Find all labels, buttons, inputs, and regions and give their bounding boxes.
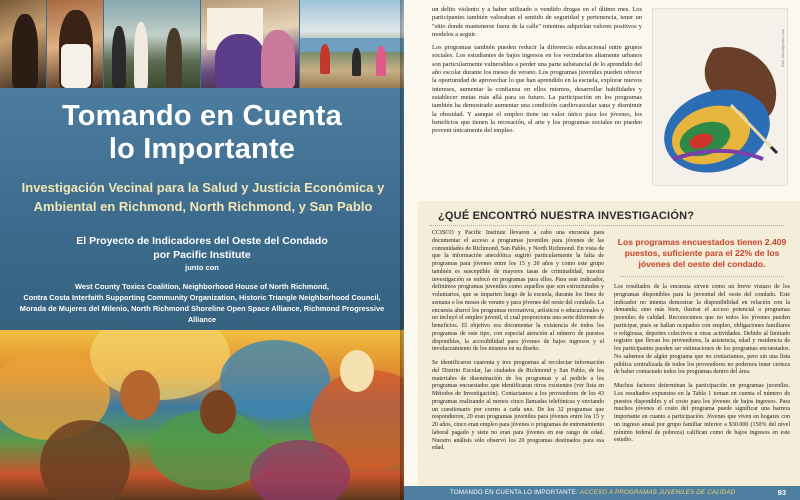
- pull-quote-divider: [620, 276, 784, 277]
- intro-paragraph-1: un delito violento y a haber utilizado o vendido drogas en el último mes. Los participantes también valoraban el sentido de seguridad y pertenencia, tener un "sitio donde mantenerse fuera de la calle" mientras adquirían valores positivos y modelos a seguir.: [432, 6, 642, 38]
- pull-quote: Los programas encuestados tienen 2.409 puestos, suficiente para el 22% de los jóvenes del oeste del condado.: [617, 237, 787, 269]
- photo-boy-smiling: [47, 0, 103, 88]
- project-line2: por Pacific Institute: [153, 249, 251, 261]
- main-title-line1: Tomando en Cuenta: [62, 100, 342, 132]
- photo-woman-portrait: [0, 0, 46, 88]
- photo-credit: foto: istockphoto.com: [780, 29, 785, 67]
- project-credit: [20, 234, 384, 273]
- partner-list: [8, 281, 396, 325]
- findings-paragraph-1: CCISCO y Pacific Institute llevaron a cabo una encuesta para documentar el acceso a programas juveniles para jóvenes de las comunidades de Richmond, San Pablo, y North Richmond. En vista de que la información anecdótica sugirió particularmente la falta de programas para jóvenes entre los 15 y 20 años y como este grupo también es susceptible de mayores tasas de criminalidad, nuestra investigación se enfocó en programas para ellos. Para este indicador, definimos programas juveniles como aquellos que son estructurados y voluntarios, que se imparten luego de la escuela, durante los fines de semana o los meses de verano y para jóvenes del oeste del condado. La encuesta abarcó los programas recreativos, artísticos o educacionales y no incluyó el empleo juvenil, el cual proporciona una serie diferente de beneficios. El objetivo era documentar la existencia de todos los programas de este tipo, con especial atención al número de puestos disponibles, la accesibilidad para jóvenes de bajos ingresos y el involucramiento de los mismos en su diseño.: [432, 230, 604, 353]
- photo-shoreline: [300, 0, 404, 88]
- painting-hand-illustration: [653, 9, 788, 186]
- findings-left-column: [432, 230, 604, 459]
- photo-people-outdoors: [104, 0, 200, 88]
- findings-paragraph-4: Muchos factores determinan la participación en programas juveniles. Los resultados expuestos en la Tabla 1 toman en cuenta el número de puestos disponibles y el costo para los jóvenes de bajos ingresos. Para muchos jóvenes el costo del programa puede significar una barrera importante en cuanto a participación. Jóvenes que viven en hogares con un ingreso anual por grupo familiar inferior a $30.000 (150% del nivel mínimo federal de pobreza) califican como de bajos ingresos en este estudio.: [614, 383, 790, 444]
- footer-title: TOMANDO EN CUENTA LO IMPORTANTE:: [450, 489, 580, 496]
- painting-hand-photo: [652, 8, 788, 186]
- main-title-line2: lo Importante: [108, 133, 296, 165]
- findings-right-column: [614, 284, 790, 451]
- partners-line2: Contra Costa Interfaith Supporting Community Organization, Historic Triangle Neighborhood Council,: [23, 293, 381, 302]
- partners-line1: West County Toxics Coalition, Neighborhood House of North Richmond,: [75, 282, 329, 291]
- main-title: [0, 100, 404, 166]
- mural-artwork: [0, 330, 404, 500]
- section-title: ¿QUÉ ENCONTRÓ NUESTRA INVESTIGACIÓN?: [438, 210, 695, 222]
- findings-paragraph-3: Los resultados de la encuesta sirven como un breve vistazo de los programas disponibles para la juventud del oeste del condado. Este indicador no intenta demostrar la disponibilidad en relación con la demanda; sino más bien, ilustrar el acceso potencial a programas juveniles de calidad. Reconocemos que no todos los jóvenes pueden participar, pues se hallan ocupados con empleo, obligaciones familiares o religiosas, deportes colectivos u otras actividades. Debido al limitado registro que llevan los proveedores, la asistencia, edad y residencia de los participantes pueden ser estimaciones de los programas encuestados. No sabemos de algún programa que no contactamos, pero sin una lista pública centralizada de todos los proveedores no podemos tener certeza de haber contactado todos los programas dentro del área.: [614, 284, 790, 376]
- project-junto: junto con: [185, 263, 219, 272]
- photo-classroom: [201, 0, 299, 88]
- subtitle: Investigación Vecinal para la Salud y Justicia Económica y Ambiental en Richmond, North Richmond, y San Pablo: [21, 180, 385, 214]
- right-page: [404, 0, 800, 500]
- intro-paragraph-2: Los programas también pueden reducir la diferencia educacional entre grupos sociales. Los estudiantes de bajos ingresos en los vecindarios altamente urbanos son particularmente vulnerables a perder una parte substancial de lo aprendido del año escolar durante los meses de verano. Los programas juveniles pueden ofrecer la oportunidad de aprovechar lo que han aprendido en la escuela, explorar nuevos intereses, aumentar la confianza en ellos mismos, desarrollar habilidades y establecer metas más allá para su futuro. La participación en los programas también ha demostrado aumentar una condición cardiovascular sana y disminuir la obesidad. Y aunque el empleo tiene un valor único para los jóvenes, los beneficios que tienen la recreación, el arte y los programas sociales no pueden proveni únicamente del empleo.: [432, 44, 642, 135]
- photo-strip: [0, 0, 404, 88]
- title-block: [0, 88, 404, 330]
- footer-subtitle: ACCESO A PROGRAMAS JUVENILES DE CALIDAD: [579, 489, 736, 496]
- partners-line3: Morada de Mujeres del Milenio, North Richmond Shoreline Open Space Alliance, Richmond Progressive Alliance: [19, 304, 385, 324]
- project-line1: El Proyecto de Indicadores del Oeste del Condado: [76, 235, 328, 247]
- intro-text: [432, 6, 642, 140]
- running-footer: [450, 489, 735, 496]
- page-number: 93: [777, 488, 786, 497]
- section-divider: [430, 225, 784, 226]
- findings-paragraph-2: Se identificaron cuarenta y tres programas al recolectar información del Distrito Escolar, las ciudades de Richmond y San Pablo, de los materiales de diseminación de los programas y al pedirle a los programas encuestados que identificaran otros existentes (ver lista en Métodos de Investigación). Contactamos a los proveedores de los 43 programas realizando al menos cinco llamadas telefónicas y enviando un cuestionario por correo a cada uno. De los 32 programas que respondieron, 20 eran programas juveniles para jóvenes entre los 15 y 20 años, cinco eran empleo para jóvenes o programas de entrenamiento laboral pagado y siete no eran para jóvenes en ese rango de edad. Nuestro análisis sólo observó los 20 programas destinados para esa edad.: [432, 360, 604, 452]
